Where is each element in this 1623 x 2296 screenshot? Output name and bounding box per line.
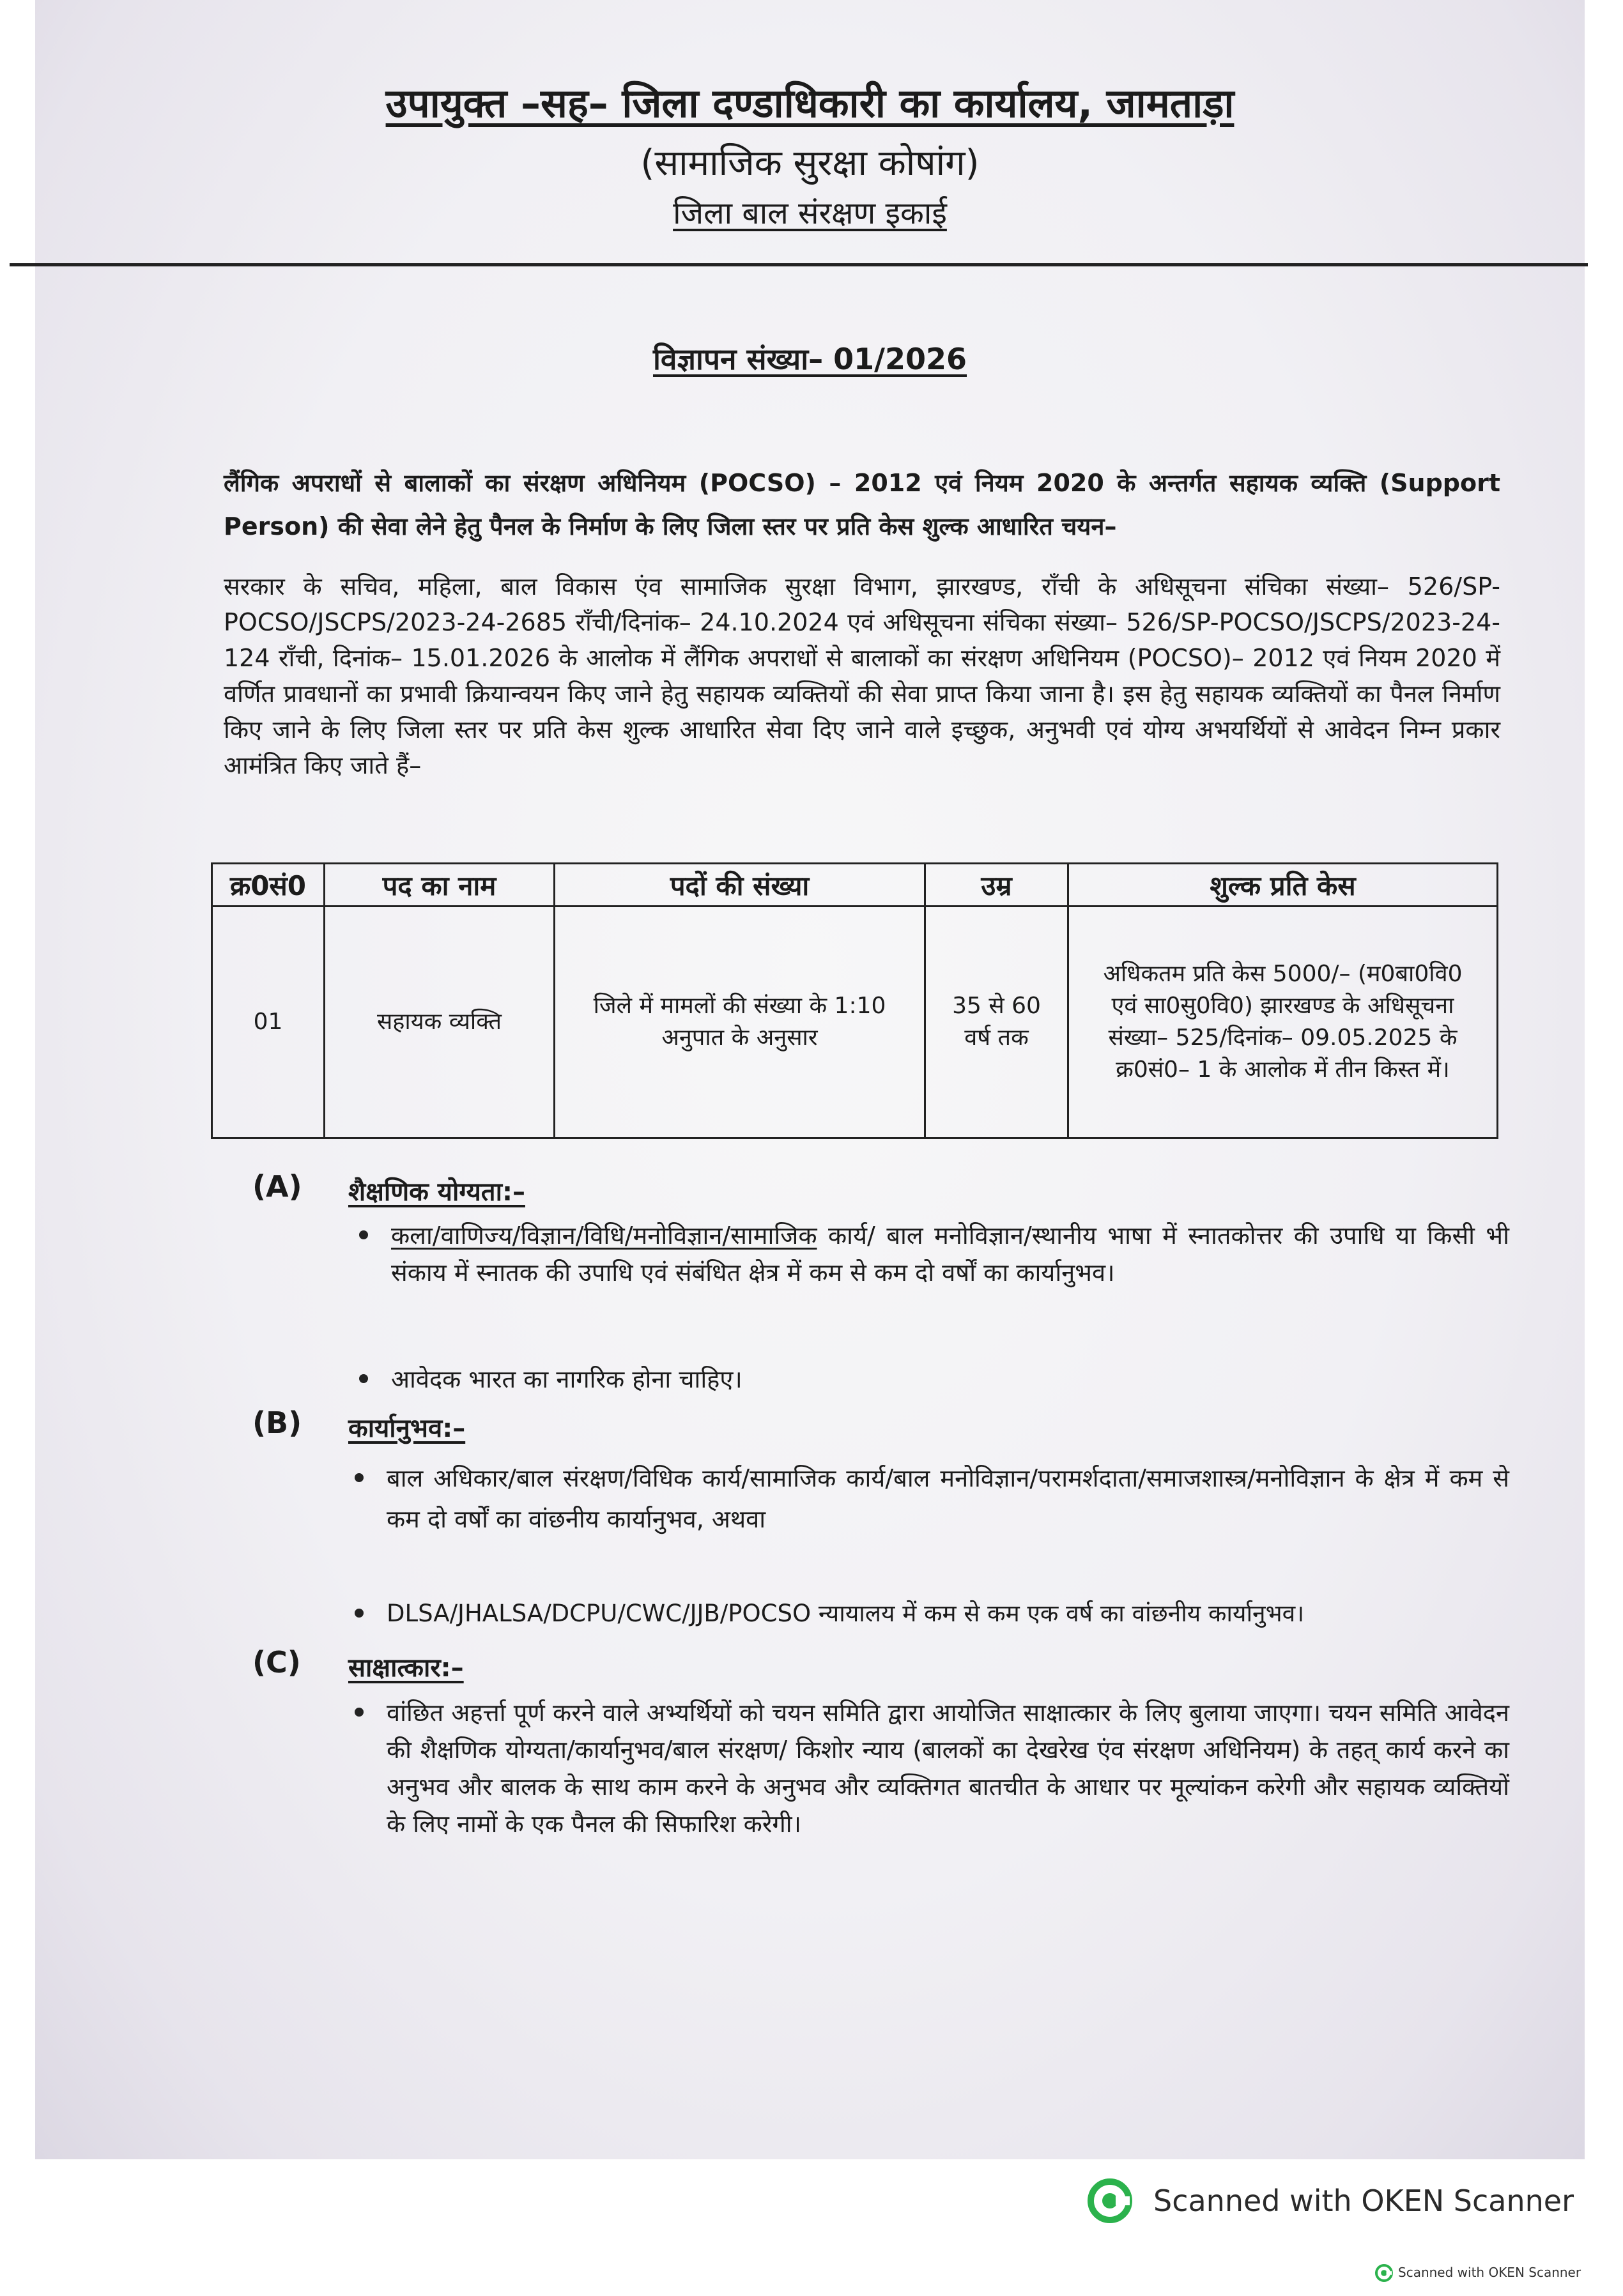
cell-age: 35 से 60 वर्ष तक — [925, 907, 1068, 1138]
scanned-with-label-small: Scanned with OKEN Scanner — [1398, 2265, 1581, 2280]
office-subtitle: (सामाजिक सुरक्षा कोषांग) — [640, 142, 980, 184]
col-header-sno: क्र0सं0 — [212, 864, 325, 907]
interview-text: वांछित अहर्त्ता पूर्ण करने वाले अभ्यर्थियों को चयन समिति द्वारा आयोजित साक्षात्कार के लिए बुलाया जाएगा। चयन समिति आवेदन की शैक्षणिक योग्यता/कार्यानुभव/बाल संरक्षण/ किशोर न्याय (बालकों का देखरेख एंव संरक्षण अधिनियम) के तहत् कार्य करने का अनुभव और बालक के साथ काम करने के अनुभव और व्यक्तिगत बातचीत के आधार पर मूल्यांकन करेगी और सहायक व्यक्तियों के लिए नामों के एक पैनल की सिफारिश करेगी। — [387, 1699, 1509, 1838]
experience-text: बाल अधिकार/बाल संरक्षण/विधिक कार्य/सामाजिक कार्य/बाल मनोविज्ञान/परामर्शदाता/समाजशास्त्र/मनोविज्ञान के क्षेत्र में कम से कम दो वर्षों का वांछनीय कार्यानुभव, अथवा — [387, 1464, 1509, 1533]
cell-fee: अधिकतम प्रति केस 5000/– (म0बा0वि0 एवं सा0सु0वि0) झारखण्ड के अधिसूचना संख्या– 525/दिनांक– 09.05.2025 के क्र0सं0– 1 के आलोक में तीन किस्त में। — [1068, 907, 1498, 1138]
office-title: उपायुक्त –सह– जिला दण्डाधिकारी का कार्यालय, जामताड़ा — [385, 80, 1235, 126]
table-row — [212, 907, 1498, 1138]
section-c-item-1 — [387, 1694, 1509, 1842]
col-header-age: उम्र — [925, 864, 1068, 907]
cell-sno: 01 — [212, 907, 325, 1138]
oken-scanner-logo-small-icon — [1375, 2264, 1393, 2282]
advertisement-number: विज्ञापन संख्या– 01/2026 — [652, 342, 967, 376]
cell-post: सहायक व्यक्ति — [325, 907, 555, 1138]
section-c-label: (C) — [252, 1645, 301, 1680]
section-a-item-2 — [391, 1361, 1509, 1398]
subject-heading: लैंगिक अपराधों से बालाकों का संरक्षण अधिनियम (POCSO) – 2012 एवं नियम 2020 के अन्तर्गत सहायक व्यक्ति (Support Person) की सेवा लेने हेतु पैनल के निर्माण के लिए जिला स्तर पर प्रति केस शुल्क आधारित चयन– — [224, 469, 1500, 540]
section-a-item-1 — [391, 1217, 1509, 1291]
citizenship-text: आवेदक भारत का नागरिक होना चाहिए। — [391, 1365, 742, 1393]
section-b-item-1 — [387, 1458, 1509, 1540]
section-b-heading: कार्यानुभव:– — [348, 1414, 466, 1443]
col-header-count: पदों की संख्या — [555, 864, 925, 907]
scanned-with-label: Scanned with OKEN Scanner — [1153, 2184, 1574, 2218]
section-a-label: (A) — [252, 1169, 302, 1204]
section-a-heading: शैक्षणिक योग्यता:– — [348, 1177, 525, 1207]
col-header-fee: शुल्क प्रति केस — [1068, 864, 1498, 907]
oken-scanner-logo-icon — [1088, 2178, 1132, 2223]
header-divider — [10, 263, 1588, 266]
qualification-text: कार्य/ बाल मनोविज्ञान/स्थानीय भाषा में स्नातकोत्तर की उपाधि या किसी भी संकाय में स्नातक की उपाधि एवं संबंधित क्षेत्र में कम से कम दो वर्षों का कार्यानुभव। — [391, 1221, 1509, 1287]
section-b-item-2 — [387, 1595, 1518, 1632]
table-header-row — [212, 864, 1498, 907]
unit-title: जिला बाल संरक्षण इकाई — [673, 195, 947, 231]
bullet-icon — [355, 1609, 364, 1618]
bullet-icon — [359, 1230, 368, 1239]
intro-paragraph: सरकार के सचिव, महिला, बाल विकास एंव सामाजिक सुरक्षा विभाग, झारखण्ड, राँची के अधिसूचना संचिका संख्या– 526/SP-POCSO/JSCPS/2023-24-2685 राँची/दिनांक– 24.10.2024 एवं अधिसूचना संचिका संख्या– 526/SP-POCSO/JSCPS/2023-24-124 राँची, दिनांक– 15.01.2026 के आलोक में लैंगिक अपराधों से बालाकों का संरक्षण अधिनियम (POCSO)– 2012 एवं नियम 2020 में वर्णित प्रावधानों का प्रभावी क्रियान्वयन किए जाने हेतु सहायक व्यक्तियों की सेवा प्राप्त किया जाना है। इस हेतु सहायक व्यक्तियों का पैनल निर्माण किए जाने के लिए जिला स्तर पर प्रति केस शुल्क आधारित सेवा दिए जाने वाले इच्छुक, अनुभवी एवं योग्य अभयर्थियों से आवेदन निम्न प्रकार आमंत्रित किए जाते हैं– — [224, 572, 1500, 779]
posts-table — [211, 862, 1498, 1139]
subject-list-underlined: कला/वाणिज्य/विज्ञान/विधि/मनोविज्ञान/सामाजिक — [391, 1221, 817, 1250]
court-experience-text: DLSA/JHALSA/DCPU/CWC/JJB/POCSO न्यायालय में कम से कम एक वर्ष का वांछनीय कार्यानुभव। — [387, 1600, 1305, 1627]
section-b-label: (B) — [252, 1405, 302, 1440]
bullet-icon — [355, 1473, 364, 1482]
cell-count: जिले में मामलों की संख्या के 1:10 अनुपात के अनुसार — [555, 907, 925, 1138]
col-header-post: पद का नाम — [325, 864, 555, 907]
section-c-heading: साक्षात्कार:– — [348, 1653, 464, 1683]
bullet-icon — [355, 1708, 364, 1717]
bullet-icon — [359, 1374, 368, 1383]
